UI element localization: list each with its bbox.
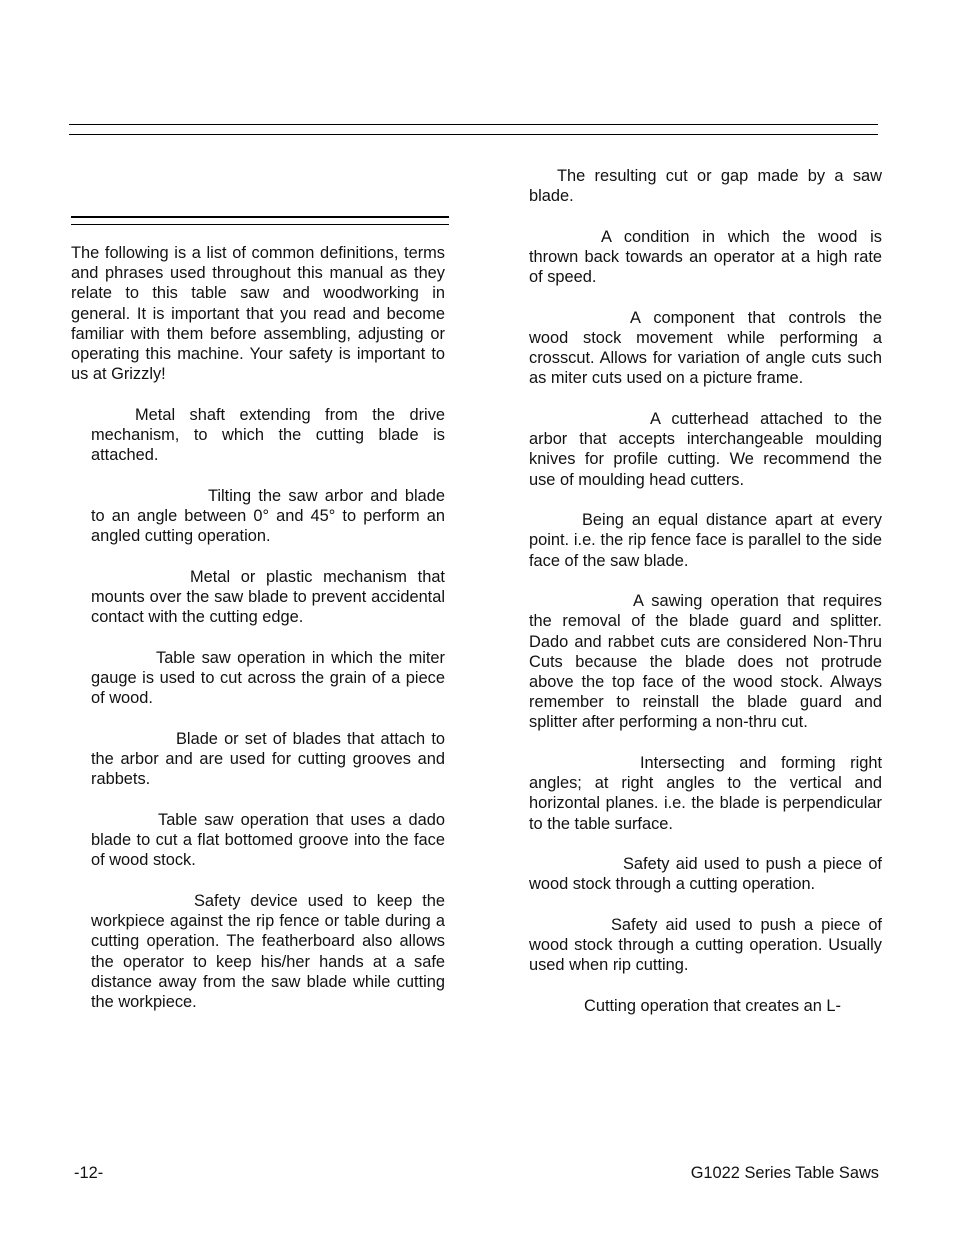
- left-column: [71, 243, 445, 384]
- definition-rabbet: Cutting operation that creates an L-: [584, 997, 841, 1016]
- definition-bevel-edge-cut: Tilting the saw arbor and blade to an angle between 0° and 45° to perform an angled cutting operation.: [91, 487, 445, 546]
- intro-paragraph: The following is a list of common definitions, terms and phrases used throughout this manual as they relate to this table saw and woodworking in general. It is important that you read and become familiar with them before assembling, adjusting or operating this machine. Your safety is important to us at Grizzly!: [71, 244, 445, 384]
- right-column: [529, 166, 882, 1016]
- header-rule-top: [69, 124, 878, 125]
- section-rule-top: [71, 216, 449, 218]
- definition-perpendicular: Intersecting and forming right angles; at right angles to the vertical and horizontal planes. i.e. the blade is perpendicular to the table surface.: [529, 754, 882, 833]
- left-definitions: [91, 405, 445, 1012]
- definition-push-block: Safety aid used to push a piece of wood stock through a cutting operation.: [529, 855, 882, 894]
- definition-miter-gauge: A component that controls the wood stock movement while performing a crosscut. Allows for variation of angle cuts such as miter cuts used on a picture frame.: [529, 308, 882, 388]
- definition-parallel: Being an equal distance apart at every point. i.e. the rip fence face is parallel to the side face of the saw blade.: [529, 511, 882, 570]
- manual-title: G1022 Series Table Saws: [690, 1164, 879, 1182]
- definition-moulding-head: A cutterhead attached to the arbor that accepts interchangeable moulding knives for profile cutting. We recommend the use of moulding head cutters.: [529, 410, 882, 489]
- definition-kerf: The resulting cut or gap made by a saw blade.: [529, 167, 882, 206]
- definition-non-thru-cut: A sawing operation that requires the removal of the blade guard and splitter. Dado and rabbet cuts are considered Non-Thru Cuts because the blade does not protrude above the top face of the wood stock. Always remember to reinstall the blade guard and splitter after performing a non-thru cut.: [529, 592, 882, 732]
- page-number: -12-: [74, 1164, 104, 1182]
- definition-featherboard: Safety device used to keep the workpiece against the rip fence or table during a cutting operation. The featherboard also allows the operator to keep his/her hands at a safe distance away from the saw blade while cutting the workpiece.: [91, 892, 445, 1012]
- definition-crosscut: Table saw operation in which the miter gauge is used to cut across the grain of a piece of wood.: [91, 649, 445, 708]
- definition-push-stick: Safety aid used to push a piece of wood stock through a cutting operation. Usually used when rip cutting.: [529, 916, 882, 975]
- section-rule-bottom: [71, 224, 449, 225]
- header-rule-bottom: [69, 134, 878, 135]
- definition-dado-cut: Table saw operation that uses a dado blade to cut a flat bottomed groove into the face of wood stock.: [91, 811, 445, 870]
- definition-dado-blade: Blade or set of blades that attach to the arbor and are used for cutting grooves and rabbets.: [91, 730, 445, 789]
- definition-blade-guard: Metal or plastic mechanism that mounts over the saw blade to prevent accidental contact with the cutting edge.: [91, 568, 445, 627]
- definition-kickback: A condition in which the wood is thrown back towards an operator at a high rate of speed.: [529, 227, 882, 287]
- definition-arbor: Metal shaft extending from the drive mechanism, to which the cutting blade is attached.: [91, 406, 445, 465]
